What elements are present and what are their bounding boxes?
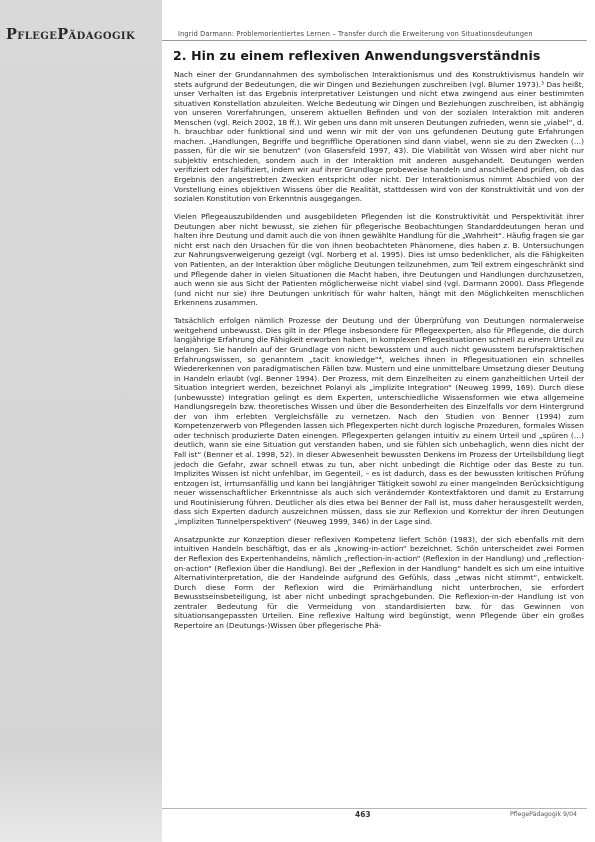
section-title: 2. Hin zu einem reflexiven Anwendungsverständnis: [173, 48, 541, 63]
journal-logo: PflegePädagogik: [6, 26, 136, 43]
header-rule: [162, 40, 587, 41]
footer-rule: [162, 808, 587, 809]
sidebar-fade: [0, 752, 162, 842]
article-body: [174, 70, 584, 630]
issue-reference: PflegePädagogik 9/04: [510, 811, 577, 818]
left-sidebar-band: [0, 0, 162, 842]
paragraph-3: Tatsächlich erfolgen nämlich Prozesse der Deutung und der Überprüfung von Deutungen normalerweise weitgehend unbewusst. Dies gilt in der Pflege insbesondere für Pflegeexperten, also für Pflegende, die durch langjährige Erfahrung die Fähigkeit erworben haben, in komplexen Pflegesituationen schnell zu einem Urteil zu gelangen. Sie handeln auf der Grundlage von nicht bewusstem und auch nicht gewusstem berufspraktischen Erfahrungswissen, so genanntem „tacit knowledge“⁴, welches ihnen in Pflegesituationen ein schnelles Wiedererkennen von paradigmatischen Fällen bzw. Mustern und eine unmittelbare Umsetzung dieser Deutung in Handeln erlaubt (vgl. Benner 1994). Der Prozess, mit dem Einzelheiten zu einem ganzheitlichen Urteil der Situation integriert werden, bezeichnet Polanyi als „implizite Integration“ (Neuweg 1999, 169). Durch diese (unbewusste) Integration gelingt es dem Experten, unterschiedliche Wissensformen wie etwa allgemeine Handlungsregeln bzw. theoretisches Wissen und über die Besonderheiten des Einzelfalls vor dem Hintergrund der von ihm erlebten Vergleichsfälle zu vernetzen. Nach den Studien von Benner (1994) zum Kompetenzerwerb von Pflegenden lassen sich Pflegexperten nicht durch logische Prozeduren, formales Wissen oder technisch produzierte Daten einengen. Pflegexperten gelangen intuitiv zu einem Urteil und „spüren (…) deutlich, wann sie eine Situation gut verstanden haben, und sie fühlen sich unbehaglich, wenn dies nicht der Fall ist“ (Benner et al. 1998, 52). In dieser Abwesenheit bewussten Denkens im Prozess der Urteilsbildung liegt jedoch die Gefahr, zwar schnell etwas zu tun, aber nicht unbedingt die Richtige oder das Beste zu tun. Implizites Wissen ist nicht unfehlbar, im Gegenteil, – es ist dadurch, dass es der bewussten kritischen Prüfung entzogen ist, irrtumsanfällig und kann bei langjähriger Tätigkeit sowohl zu einer mangelnden Berücksichtigung neuer wissenschaftlicher Erkenntnisse als auch sich verändernder Kontextfaktoren und damit zu Erstarrung und Routinisierung führen. Deutlicher als dies etwa bei Benner der Fall ist, muss daher herausgestellt werden, dass sich Experten dadurch auszeichnen müssen, dass sie zur Reflexion und Korrektur der ihren Deutungen „impliziten Tunnelperspektiven“ (Neuweg 1999, 346) in der Lage sind.: [174, 316, 584, 526]
page-number: 463: [355, 810, 371, 819]
running-head: Ingrid Darmann: Problemorientiertes Lernen – Transfer durch die Erweiterung von Situationsdeutungen: [178, 30, 533, 38]
paragraph-4: Ansatzpunkte zur Konzeption dieser reflexiven Kompetenz liefert Schön (1983), der sich ebenfalls mit dem intuitiven Handeln beschäftigt, das er als „knowing-in-action“ bezeichnet. Schön unterscheidet zwei Formen der Reflexion des Expertenhandelns, nämlich „reflection-in-action“ (Reflexion in der Handlung) und „reflection-on-action“ (Reflexion über die Handlung). Bei der „Reflexion in der Handlung“ handelt es sich um eine intuitive Alternativinterpretation, die der Handelnde aufgrund des Gefühls, dass „etwas nicht stimmt“, entwickelt. Durch diese Form der Reflexion wird die Primärhandlung nicht unterbrochen, sie erfordert Bewusstseinsbeteiligung, ist aber nicht unbedingt sprachgebunden. Die Reflexion-in-der Handlung ist von zentraler Bedeutung für die Vermeidung von standardisierten bzw. für das Gewinnen von situationsangepassten Urteilen. Eine reflexive Haltung wird begünstigt, wenn Pflegende über ein großes Repertoire an (Deutungs-)Wissen über pflegerische Phä-: [174, 534, 584, 630]
paragraph-2: Vielen Pflegeauszubildenden und ausgebildeten Pflegenden ist die Konstruktivität und Perspektivität ihrer Deutungen aber nicht bewusst, sie ziehen für pflegerische Beobachtungen Standarddeutungen heran und halten ihre Deutung und damit auch die von ihnen gewählte Handlung für die „Wahrheit“. Häufig fragen sie gar nicht erst nach den Ursachen für die von ihnen beobachteten Phänomene, dies haben z. B. Untersuchungen zur Nahrungsverweigerung gezeigt (vgl. Norberg et al. 1995). Dies ist umso bedenklicher, als die Fähigkeiten von Patienten, an der Interaktion über mögliche Deutungen teilzunehmen, zum Teil extrem eingeschränkt sind und Pflegende daher in vielen Situationen die Macht haben, ihre Deutungen und Handlungen durchzusetzen, auch wenn sie aus Sicht der Patienten möglicherweise nicht viabel sind (vgl. Darmann 2000). Dass Pflegende (und nicht nur sie) ihre Deutungen unkritisch für wahr halten, hängt mit den Möglichkeiten menschlichen Erkennens zusammen.: [174, 212, 584, 308]
paragraph-1: Nach einer der Grundannahmen des symbolischen Interaktionismus und des Konstruktivismus handeln wir stets aufgrund der Bedeutungen, die wir Dingen und Beziehungen zuschreiben (vgl. Blumer 1973).³ Das heißt, unser Verhalten ist das Ergebnis interpretativer Leistungen und nicht etwa zwingend aus einer bestimmten situativen Konstellation abzuleiten. Welche Bedeutung wir Dingen und Beziehungen zuschreiben, ist abhängig von unseren Vorerfahrungen, unserem aktuellen Befinden und von der sozialen Interaktion mit anderen Menschen (vgl. Reich 2002, 18 ff.). Wir geben uns dann mit unseren Deutungen zufrieden, wenn sie „viabel“, d. h. brauchbar oder funktional sind und wenn wir mit der von uns gefundenen Deutung gute Erfahrungen machen. „Handlungen, Begriffe und begriffliche Operationen sind dann viabel, wenn sie zu den Zwecken (…) passen, für die wir sie benutzen“ (von Glasersfeld 1997, 43). Die Viabilität von Wissen wird aber nicht nur subjektiv entschieden, sondern auch in der Interaktion mit anderen ausgehandelt. Deutungen werden verifiziert oder falsifiziert, indem wir auf ihrer Grundlage probeweise handeln und anschließend prüfen, ob das Ergebnis den angestrebten Zwecken entspricht oder nicht. Der Interaktionismus nimmt Abschied von der Vorstellung eines objektiven Wissens über die Realität, stattdessen wird von der Konstruktivität und von der sozialen Konstitution von Erkenntnis ausgegangen.: [174, 70, 584, 204]
